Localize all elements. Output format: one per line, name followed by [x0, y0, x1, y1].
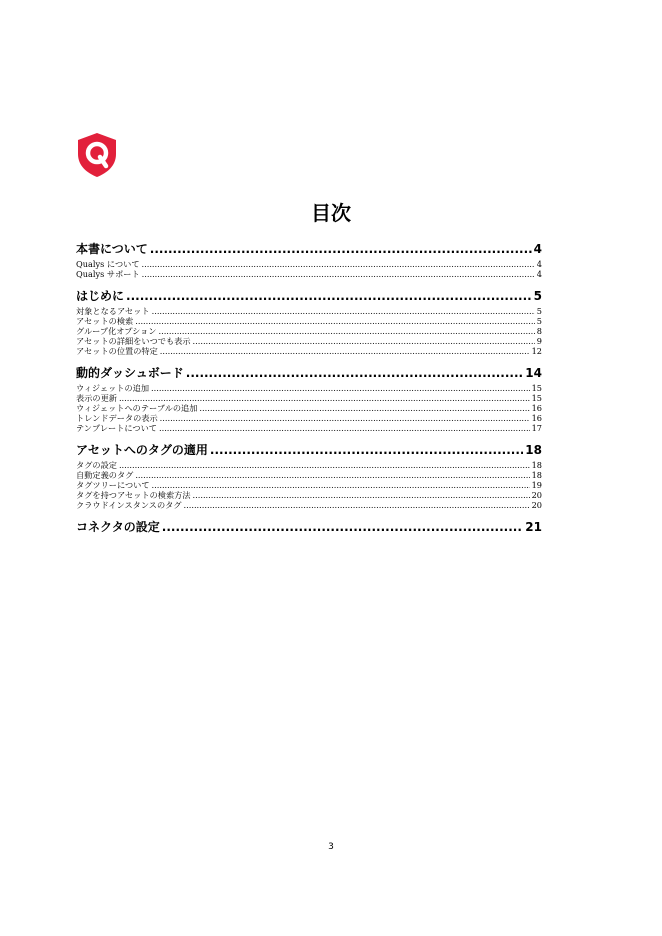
toc-subsection-title: タグの設定 — [76, 460, 117, 470]
dot-leader — [142, 259, 535, 269]
dot-leader — [135, 470, 529, 480]
toc-subsection-page: 8 — [536, 326, 542, 336]
toc-section[interactable] — [76, 287, 542, 306]
toc-section-page: 5 — [533, 289, 542, 303]
dot-leader — [193, 336, 535, 346]
toc-subsection-page: 16 — [531, 413, 542, 423]
toc-subsection-page: 4 — [536, 259, 542, 269]
toc-subsection[interactable] — [76, 383, 542, 393]
toc-subsection-title: タグツリーについて — [76, 480, 150, 490]
toc-subsection-page: 15 — [531, 393, 542, 403]
dot-leader — [150, 240, 532, 259]
dot-leader — [210, 441, 523, 460]
toc-subsection-page: 15 — [531, 383, 542, 393]
toc-subsection-title: 対象となるアセット — [76, 306, 150, 316]
toc-subsection[interactable] — [76, 269, 542, 279]
table-of-contents — [76, 240, 542, 537]
toc-subsection[interactable] — [76, 259, 542, 269]
dot-leader — [119, 393, 530, 403]
toc-subsection-title: テンプレートについて — [76, 423, 157, 433]
toc-subsection[interactable] — [76, 316, 542, 326]
toc-subsection-page: 5 — [536, 316, 542, 326]
dot-leader — [160, 413, 530, 423]
toc-subsection-page: 20 — [531, 490, 542, 500]
toc-subsection-page: 18 — [531, 470, 542, 480]
toc-subsection-page: 5 — [536, 306, 542, 316]
toc-subsection-title: クラウドインスタンスのタグ — [76, 500, 182, 510]
dot-leader — [159, 423, 530, 433]
toc-subsection-title: 自動定義のタグ — [76, 470, 134, 480]
toc-subsection[interactable] — [76, 470, 542, 480]
toc-section[interactable] — [76, 518, 542, 537]
dot-leader — [126, 287, 532, 306]
dot-leader — [158, 326, 534, 336]
dot-leader — [160, 346, 530, 356]
toc-subsection-page: 19 — [531, 480, 542, 490]
toc-section-page: 21 — [525, 520, 542, 534]
toc-subsection[interactable] — [76, 326, 542, 336]
dot-leader — [162, 518, 524, 537]
toc-subsection-page: 18 — [531, 460, 542, 470]
toc-section-title: 動的ダッシュボード — [76, 366, 184, 380]
toc-subsection[interactable] — [76, 413, 542, 423]
dot-leader — [151, 383, 530, 393]
dot-leader — [193, 490, 530, 500]
toc-subsection-title: タグを持つアセットの検索方法 — [76, 490, 191, 500]
toc-subsection[interactable] — [76, 490, 542, 500]
toc-subsection-page: 4 — [536, 269, 542, 279]
toc-subsection[interactable] — [76, 393, 542, 403]
toc-section-title: はじめに — [76, 289, 125, 303]
toc-subsection-title: ウィジェットへのテーブルの追加 — [76, 403, 198, 413]
dot-leader — [152, 480, 530, 490]
toc-subsection-title: トレンドデータの表示 — [76, 413, 158, 423]
toc-subsection[interactable] — [76, 460, 542, 470]
toc-subsection-page: 12 — [531, 346, 542, 356]
toc-section-page: 14 — [525, 366, 542, 380]
toc-subsection-page: 17 — [531, 423, 542, 433]
dot-leader — [186, 364, 524, 383]
toc-subsection-title: アセットの検索 — [76, 316, 134, 326]
toc-subsection-title: グループ化オプション — [76, 326, 157, 336]
toc-section-title: コネクタの設定 — [76, 520, 160, 534]
dot-leader — [152, 306, 535, 316]
toc-section[interactable] — [76, 240, 542, 259]
dot-leader — [142, 269, 535, 279]
dot-leader — [135, 316, 535, 326]
toc-subsection[interactable] — [76, 480, 542, 490]
toc-subsection-page: 9 — [536, 336, 542, 346]
toc-subsection-title: アセットの詳細をいつでも表示 — [76, 336, 191, 346]
dot-leader — [199, 403, 529, 413]
toc-section-page: 4 — [533, 242, 542, 256]
toc-section-title: アセットへのタグの適用 — [76, 443, 208, 457]
toc-subsection[interactable] — [76, 423, 542, 433]
toc-section-title: 本書について — [76, 242, 148, 256]
toc-section-page: 18 — [525, 443, 542, 457]
page-number: 3 — [328, 842, 334, 852]
toc-subsection[interactable] — [76, 500, 542, 510]
dot-leader — [119, 460, 530, 470]
toc-section[interactable] — [76, 441, 542, 460]
toc-title: 目次 — [311, 201, 351, 225]
toc-subsection[interactable] — [76, 346, 542, 356]
qualys-logo-icon — [77, 132, 117, 178]
toc-subsection-title: アセットの位置の特定 — [76, 346, 158, 356]
toc-subsection-page: 16 — [531, 403, 542, 413]
toc-subsection-title: Qualys について — [76, 259, 140, 269]
toc-subsection[interactable] — [76, 403, 542, 413]
toc-subsection[interactable] — [76, 336, 542, 346]
toc-subsection-title: ウィジェットの追加 — [76, 383, 150, 393]
toc-subsection-title: 表示の更新 — [76, 393, 117, 403]
toc-subsection-page: 20 — [531, 500, 542, 510]
toc-section[interactable] — [76, 364, 542, 383]
toc-subsection[interactable] — [76, 306, 542, 316]
toc-subsection-title: Qualys サポート — [76, 269, 140, 279]
dot-leader — [184, 500, 530, 510]
